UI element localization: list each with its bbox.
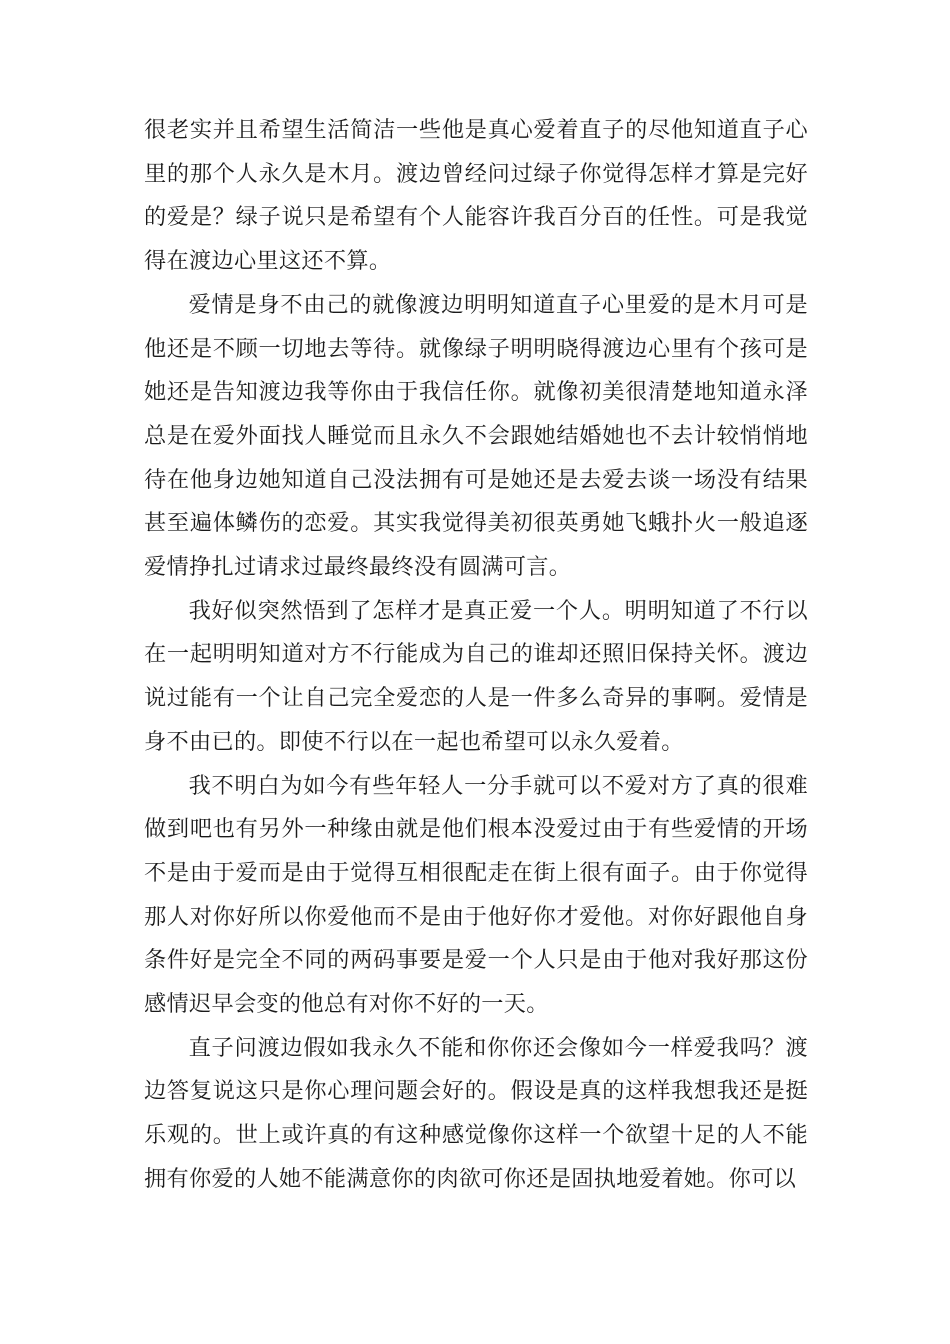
paragraph-5: 直子问渡边假如我永久不能和你你还会像如今一样爱我吗？渡边答复说这只是你心理问题会好的。假设是真的这样我想我还是挺乐观的。世上或许真的有这种感觉像你这样一个欲望十足的人不能拥有你爱的人她不能满意你的肉欲可你还是固执地爱着她。你可以 xyxy=(144,1034,808,1192)
paragraph-3: 我好似突然悟到了怎样才是真正爱一个人。明明知道了不行以在一起明明知道对方不行能成为自己的谁却还照旧保持关怀。渡边说过能有一个让自己完全爱恋的人是一件多么奇异的事啊。爱情是身不由已的。即使不行以在一起也希望可以永久爱着。 xyxy=(144,597,808,755)
paragraph-4: 我不明白为如今有些年轻人一分手就可以不爱对方了真的很难做到吧也有另外一种缘由就是他们根本没爱过由于有些爱情的开场不是由于爱而是由于觉得互相很配走在街上很有面子。由于你觉得那人对你好所以你爱他而不是由于他好你才爱他。对你好跟他自身条件好是完全不同的两码事要是爱一个人只是由于他对我好那这份感情迟早会变的他总有对你不好的一天。 xyxy=(144,772,808,1018)
document-body xyxy=(144,109,808,1202)
paragraph-2: 爱情是身不由己的就像渡边明明知道直子心里爱的是木月可是他还是不顾一切地去等待。就像绿子明明晓得渡边心里有个孩可是她还是告知渡边我等你由于我信任你。就像初美很清楚地知道永泽总是在爱外面找人睡觉而且永久不会跟她结婚她也不去计较悄悄地待在他身边她知道自己没法拥有可是她还是去爱去谈一场没有结果甚至遍体鳞伤的恋爱。其实我觉得美初很英勇她飞蛾扑火一般追逐爱情挣扎过请求过最终最终没有圆满可言。 xyxy=(144,291,808,581)
paragraph-1: 很老实并且希望生活简洁一些他是真心爱着直子的尽他知道直子心里的那个人永久是木月。渡边曾经问过绿子你觉得怎样才算是完好的爱是？绿子说只是希望有个人能容许我百分百的任性。可是我觉得在渡边心里这还不算。 xyxy=(144,117,808,275)
